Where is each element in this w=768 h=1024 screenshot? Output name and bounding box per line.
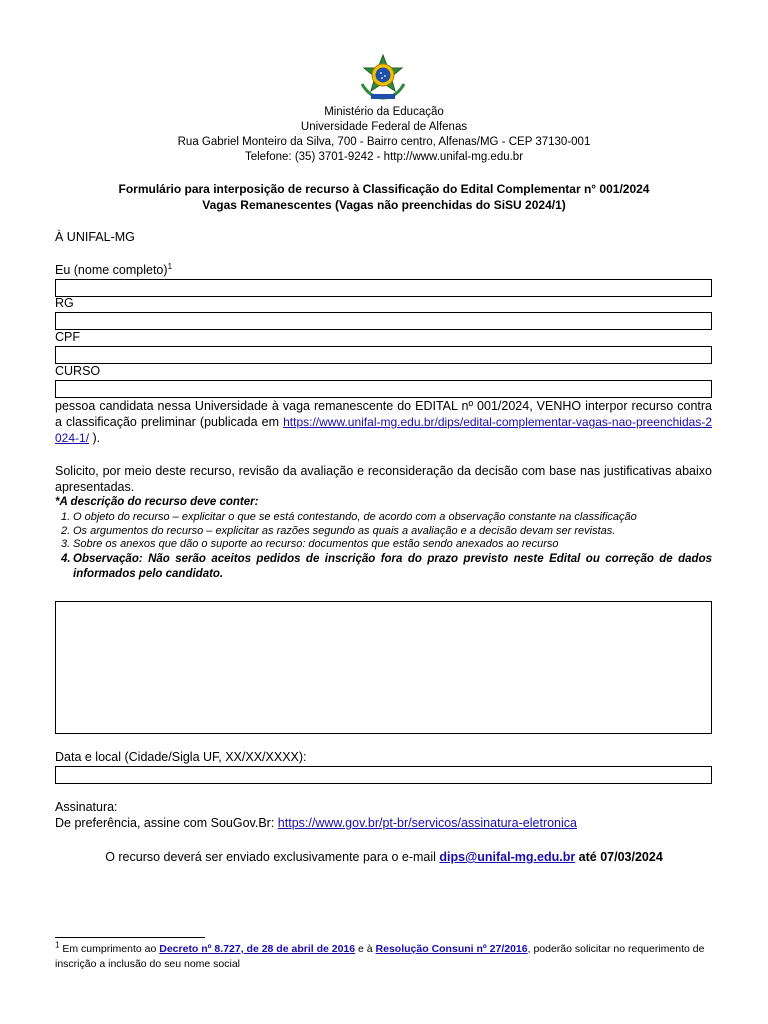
date-place-label: Data e local (Cidade/Sigla UF, XX/XX/XXXX): [55, 750, 307, 764]
university-address: Rua Gabriel Monteiro da Silva, 700 - Bairro centro, Alfenas/MG - CEP 37130-001 [177, 136, 591, 148]
email-link[interactable]: dips@unifal-mg.edu.br [439, 850, 576, 864]
footnote-separator [55, 937, 205, 938]
name-label: Eu (nome completo)$^1$ [55, 261, 173, 277]
classification-link[interactable]: https://www.unifal-mg.edu.br/dips/edital-complementar-vagas-nao-preenchidas-2024-1/ [55, 415, 712, 445]
signature-label: Assinatura: [55, 800, 118, 814]
list-item: 3. Sobre os anexos que dão o suporte ao recurso: documentos que estão sendo anexados ao recurso [61, 538, 559, 550]
name-field[interactable] [55, 279, 712, 297]
list-item: 1. O objeto do recurso – explicitar o que se está contestando, de acordo com a observação constante na classificação [61, 511, 637, 523]
course-label: CURSO [55, 364, 101, 378]
instructions-heading: *A descrição do recurso deve conter: [55, 496, 259, 508]
footnote: $^1$ Em cumprimento ao Decreto nº 8.727, de 28 de abril de 2016 e à Resolução Consuni nº 27/2016, poderão solicitar no requerimento de inscrição a inclusão do seu nome social [55, 940, 705, 970]
university-name: Universidade Federal de Alfenas [300, 121, 468, 133]
signature-link[interactable]: https://www.gov.br/pt-br/servicos/assinatura-eletronica [277, 816, 577, 830]
justification-textarea[interactable] [55, 601, 712, 734]
request-paragraph: Solicito, por meio deste recurso, revisão da avaliação e reconsideração da decisão com base nas justificativas abaixo apresentadas. [55, 464, 712, 494]
footnote-ref: 1 [167, 261, 173, 271]
resolution-link[interactable]: Resolução Consuni nº 27/2016 [375, 943, 528, 955]
date-place-field[interactable] [55, 766, 712, 784]
list-item: 2. Os argumentos do recurso – explicitar as razões segundo as quais a avaliação e a decisão devam ser revistas. [61, 524, 616, 537]
rg-field[interactable] [55, 312, 712, 330]
brazil-coat-of-arms-icon [358, 54, 408, 102]
list-item: 4. Observação: Não serão aceitos pedidos de inscrição fora do prazo previsto neste Edital ou correção de dados informados pelo candidato. [61, 552, 712, 580]
cpf-field[interactable] [55, 346, 712, 364]
decree-link[interactable]: Decreto nº 8.727, de 28 de abril de 2016 [159, 943, 356, 955]
instructions-list [55, 511, 712, 582]
rg-label: RG [55, 296, 74, 310]
course-field[interactable] [55, 380, 712, 398]
cpf-label: CPF [55, 330, 80, 344]
send-instructions: O recurso deverá ser enviado exclusivamente para o e-mail dips@unifal-mg.edu.br até 07/03/2024 [105, 850, 663, 864]
recipient-line: À UNIFAL-MG [55, 230, 135, 244]
signature-preference: De preferência, assine com SouGov.Br: https://www.gov.br/pt-br/servicos/assinatura-eletronica [55, 816, 577, 830]
form-subtitle: Vagas Remanescentes (Vagas não preenchidas do SiSU 2024/1) [202, 198, 566, 212]
university-phone: Telefone: (35) 3701-9242 - http://www.unifal-mg.edu.br [244, 151, 524, 163]
form-title: Formulário para interposição de recurso à Classificação do Edital Complementar n° 001/2024 [118, 182, 650, 196]
statement-paragraph: pessoa candidata nessa Universidade à vaga remanescente do EDITAL nº 001/2024, VENHO interpor recurso contra a classificação preliminar (publicada em https://www.unifal-mg.edu.br/dips/edital-complementar-vagas-nao-preenchidas-2024-1/ ). [55, 399, 712, 445]
ministry-name: Ministério da Educação [324, 106, 444, 118]
